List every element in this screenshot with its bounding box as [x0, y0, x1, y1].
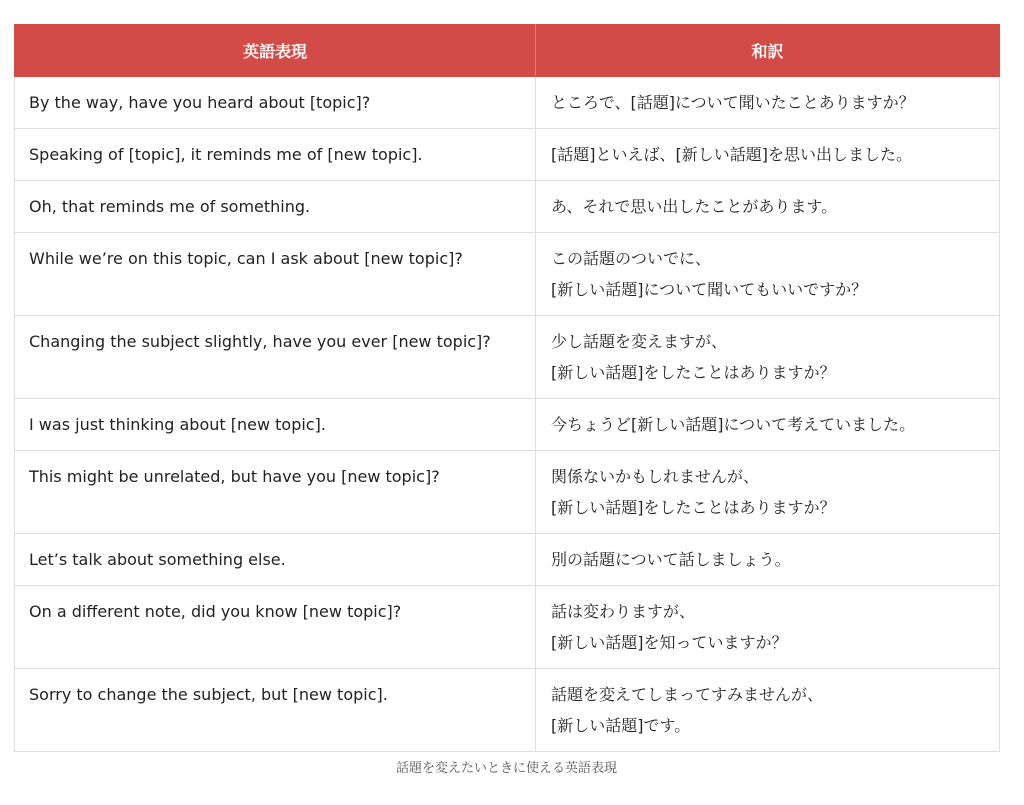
english-text: While we’re on this topic, can I ask about [new topic]? — [29, 249, 463, 268]
japanese-cell — [536, 451, 1000, 534]
japanese-text: 別の話題について話しましょう。 — [551, 550, 791, 569]
japanese-text-line-1: 話は変わりますが、 — [551, 602, 696, 621]
table-row — [15, 586, 1000, 669]
english-cell — [15, 316, 536, 399]
japanese-cell — [536, 233, 1000, 316]
english-text: Let’s talk about something else. — [29, 550, 286, 569]
english-cell — [15, 181, 536, 233]
header-english-expression: 英語表現 — [15, 25, 536, 77]
english-cell — [15, 451, 536, 534]
japanese-text: あ、それで思い出したことがあります。 — [551, 197, 838, 216]
table-row — [15, 129, 1000, 181]
japanese-cell — [536, 399, 1000, 451]
table-row — [15, 77, 1000, 129]
phrase-table-container — [14, 24, 999, 752]
english-text: On a different note, did you know [new topic]? — [29, 602, 402, 621]
table-row — [15, 316, 1000, 399]
header-japanese-translation: 和訳 — [536, 25, 1000, 77]
japanese-text: ところで、[話題]について聞いたことありますか？ — [551, 93, 915, 112]
japanese-text-line-2: [新しい話題]について聞いてもいいですか？ — [551, 280, 868, 299]
japanese-text-line-2: [新しい話題]をしたことはありますか？ — [551, 363, 836, 382]
japanese-text-line-2: [新しい話題]を知っていますか？ — [551, 633, 788, 652]
english-text: By the way, have you heard about [topic]? — [29, 93, 371, 112]
table-caption: 話題を変えたいときに使える英語表現 — [395, 761, 617, 776]
japanese-cell — [536, 77, 1000, 129]
japanese-cell — [536, 669, 1000, 752]
japanese-cell — [536, 129, 1000, 181]
japanese-text-line-1: 少し話題を変えますが、 — [551, 332, 728, 351]
japanese-text-line-1: 話題を変えてしまってすみませんが、 — [551, 685, 824, 704]
japanese-text-line-2: [新しい話題]です。 — [551, 716, 691, 735]
table-row — [15, 399, 1000, 451]
english-cell — [15, 77, 536, 129]
english-cell — [15, 534, 536, 586]
japanese-text-line-1: この話題のついでに、 — [551, 249, 712, 268]
english-cell — [15, 399, 536, 451]
english-text: This might be unrelated, but have you [new topic]? — [29, 467, 440, 486]
english-text: Changing the subject slightly, have you ever [new topic]? — [29, 332, 491, 351]
table-row — [15, 233, 1000, 316]
english-cell — [15, 586, 536, 669]
japanese-cell — [536, 181, 1000, 233]
english-text: Oh, that reminds me of something. — [29, 197, 311, 216]
table-row — [15, 669, 1000, 752]
english-text: Speaking of [topic], it reminds me of [new topic]. — [29, 145, 423, 164]
table-row — [15, 534, 1000, 586]
japanese-text: [話題]といえば、[新しい話題]を思い出しました。 — [551, 145, 912, 164]
japanese-cell — [536, 534, 1000, 586]
english-text: I was just thinking about [new topic]. — [29, 415, 326, 434]
english-text: Sorry to change the subject, but [new topic]. — [29, 685, 388, 704]
english-cell — [15, 669, 536, 752]
table-row — [15, 451, 1000, 534]
japanese-text: 今ちょうど[新しい話題]について考えていました。 — [551, 415, 916, 434]
english-cell — [15, 129, 536, 181]
japanese-text-line-2: [新しい話題]をしたことはありますか？ — [551, 498, 836, 517]
table-header-row — [15, 25, 1000, 77]
japanese-cell — [536, 586, 1000, 669]
japanese-text-line-1: 関係ないかもしれませんが、 — [551, 467, 760, 486]
table-row — [15, 181, 1000, 233]
english-cell — [15, 233, 536, 316]
japanese-cell — [536, 316, 1000, 399]
phrase-table — [14, 24, 1000, 752]
